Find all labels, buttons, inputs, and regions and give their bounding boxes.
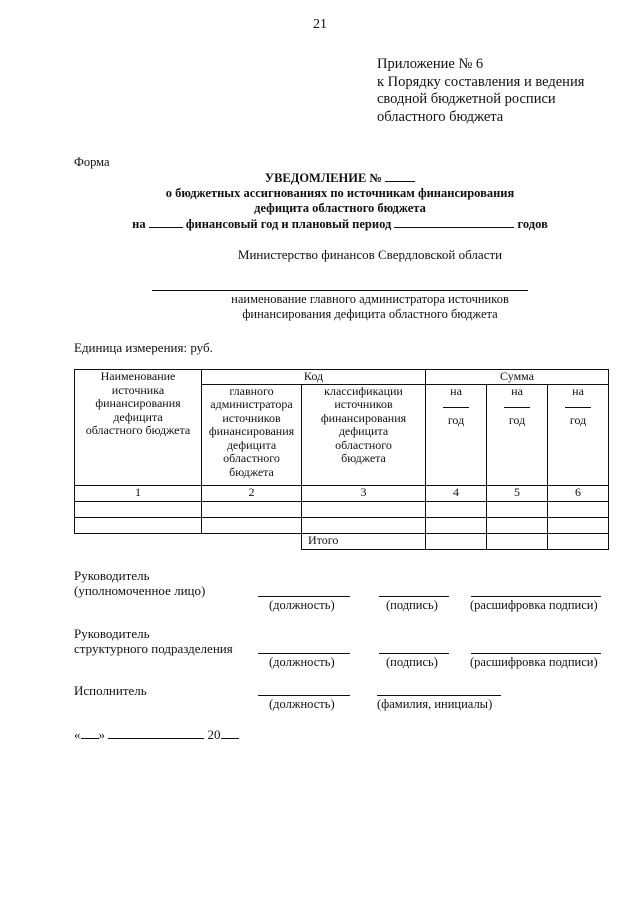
appendix-block bbox=[377, 56, 584, 126]
date-line: « » 20 bbox=[74, 727, 239, 742]
decoding-caption: (расшифровка подписи) bbox=[470, 655, 598, 669]
admin-code-header: главного администратора источников финансирования дефицита областного бюджета bbox=[202, 384, 302, 485]
table-row bbox=[75, 517, 609, 533]
column-number: 6 bbox=[548, 485, 609, 501]
head-label: Руководитель (уполномоченное лицо) bbox=[74, 568, 206, 598]
column-number: 4 bbox=[426, 485, 487, 501]
sum-year-header: на год bbox=[548, 384, 609, 485]
day-blank bbox=[81, 727, 99, 739]
admin-name-line bbox=[152, 290, 528, 291]
admin-caption: наименование главного администратора источников финансирования дефицита областного бюджета bbox=[231, 292, 509, 321]
position-caption: (должность) bbox=[269, 655, 335, 669]
position-caption: (должность) bbox=[269, 598, 335, 612]
struct-head-label: Руководитель структурного подразделения bbox=[74, 626, 233, 656]
struct-signature-line bbox=[379, 653, 449, 654]
total-row bbox=[75, 533, 609, 549]
column-number-row bbox=[75, 485, 609, 501]
column-number: 2 bbox=[202, 485, 302, 501]
classification-code-header: классификации источников финансирования дефицита областного бюджета bbox=[302, 384, 426, 485]
executor-label: Исполнитель bbox=[74, 683, 147, 698]
notice-title bbox=[60, 170, 620, 232]
column-number: 5 bbox=[487, 485, 548, 501]
year-blank bbox=[149, 216, 183, 228]
struct-decoding-line bbox=[471, 653, 601, 654]
executor-name-line bbox=[377, 695, 501, 696]
appendix-line: к Порядку составления и ведения bbox=[377, 73, 585, 90]
appendix-line: Приложение № 6 bbox=[377, 56, 484, 72]
signature-caption: (подпись) bbox=[386, 655, 438, 669]
struct-position-line bbox=[258, 653, 350, 654]
notice-title-line3: дефицита областного бюджета bbox=[254, 201, 426, 215]
signature-caption: (подпись) bbox=[386, 598, 438, 612]
name-caption: (фамилия, инициалы) bbox=[377, 697, 493, 711]
source-name-header: Наименование источника финансирования дефицита областного бюджета bbox=[75, 370, 202, 486]
notice-title-line1: УВЕДОМЛЕНИЕ № bbox=[60, 170, 620, 186]
appendix-line: областного бюджета bbox=[377, 108, 504, 125]
page-number: 21 bbox=[313, 17, 327, 32]
decoding-caption: (расшифровка подписи) bbox=[470, 598, 598, 612]
allocation-table bbox=[74, 369, 609, 550]
code-header: Код bbox=[202, 370, 426, 385]
ministry-name: Министерство финансов Свердловской области bbox=[237, 247, 503, 262]
appendix-line: сводной бюджетной росписи bbox=[377, 91, 556, 107]
notice-title-line4: на финансовый год и плановый период годов bbox=[132, 217, 548, 231]
planning-period-blank bbox=[394, 216, 514, 228]
month-blank bbox=[108, 727, 204, 739]
sum-year-header: на год bbox=[426, 384, 487, 485]
year-suffix-blank bbox=[221, 727, 239, 739]
notice-title-line2: о бюджетных ассигнованиях по источникам финансирования bbox=[165, 186, 515, 200]
position-caption: (должность) bbox=[269, 697, 335, 711]
table-row bbox=[75, 501, 609, 517]
column-number: 3 bbox=[302, 485, 426, 501]
head-decoding-line bbox=[471, 596, 601, 597]
column-number: 1 bbox=[75, 485, 202, 501]
head-position-line bbox=[258, 596, 350, 597]
form-label: Форма bbox=[74, 155, 110, 169]
notice-number-blank bbox=[385, 170, 415, 182]
executor-position-line bbox=[258, 695, 350, 696]
sum-header: Сумма bbox=[426, 370, 609, 385]
unit-of-measure: Единица измерения: руб. bbox=[74, 340, 213, 355]
head-signature-line bbox=[379, 596, 449, 597]
sum-year-header: на год bbox=[487, 384, 548, 485]
total-label: Итого bbox=[302, 533, 426, 549]
